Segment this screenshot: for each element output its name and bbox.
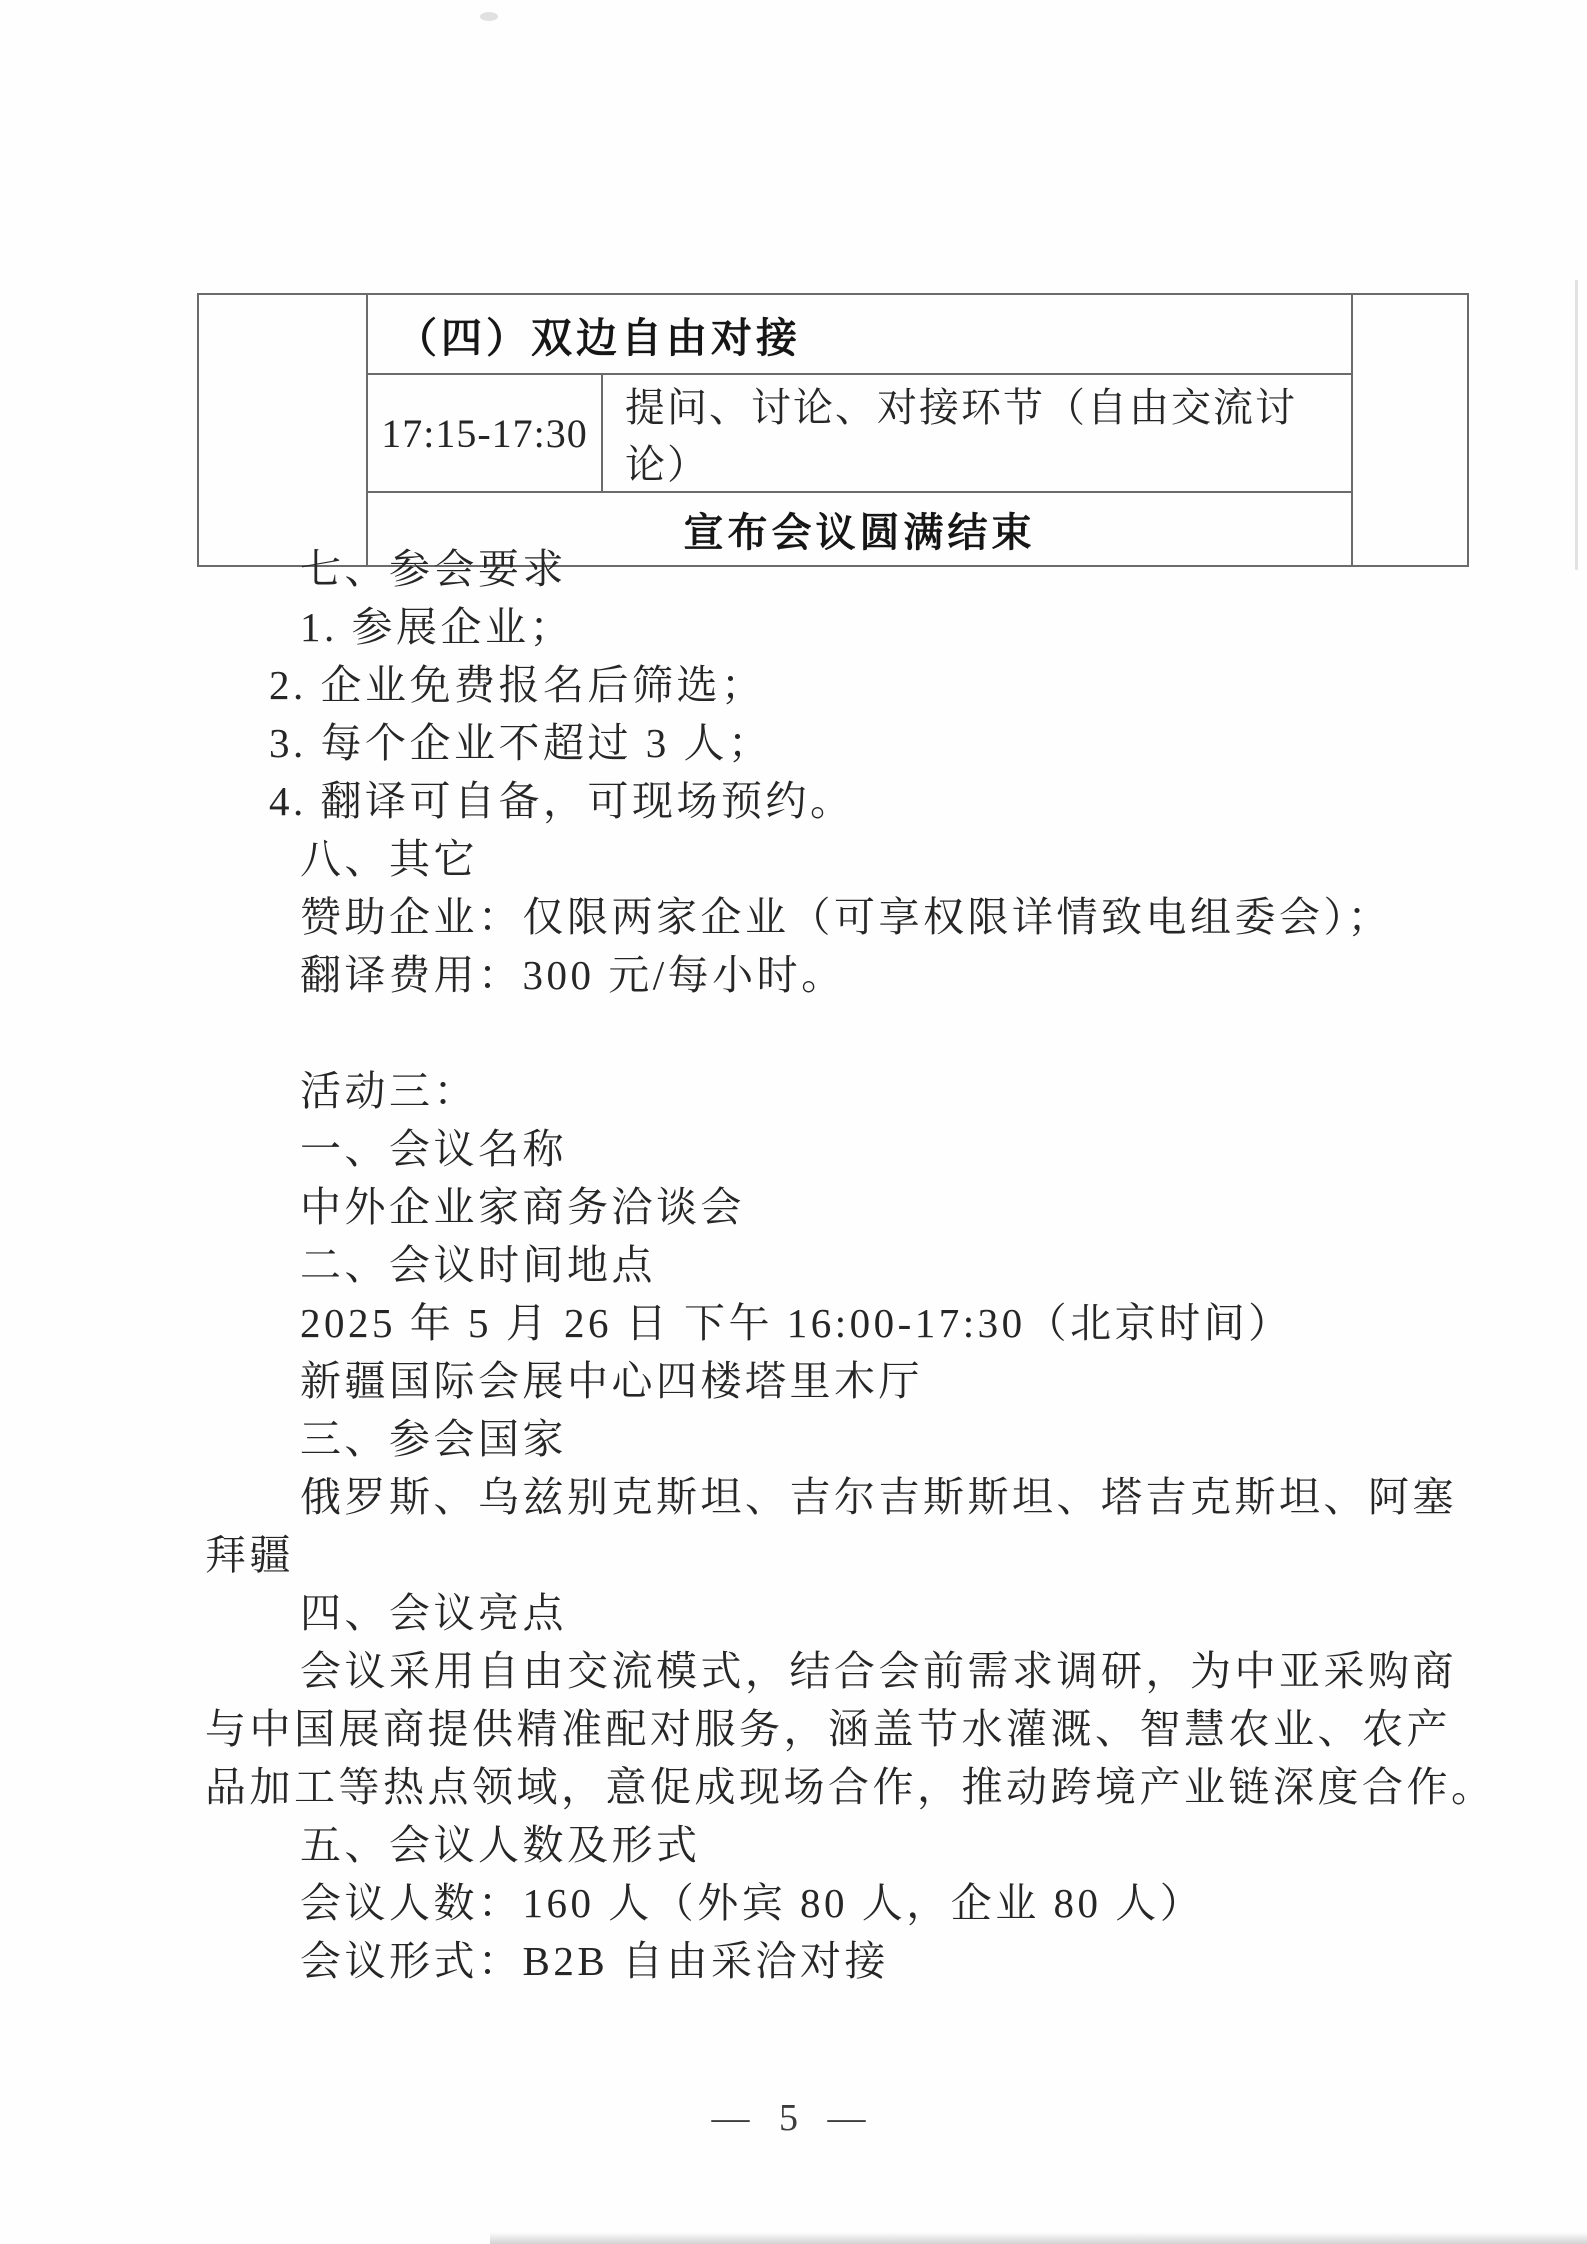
heading-attendance: 五、会议人数及形式: [300, 1822, 701, 1868]
activity-3-label: 活动三：: [300, 1068, 478, 1114]
requirement-item-4: 4. 翻译可自备，可现场预约。: [269, 778, 855, 824]
table-activity-cell: 提问、讨论、对接环节（自由交流讨论）: [602, 374, 1352, 492]
highlights-line-3: 品加工等热点领域，意促成现场合作，推动跨境产业链深度合作。: [205, 1764, 1496, 1810]
requirement-item-1: 1. 参展企业；: [300, 604, 574, 650]
highlights-line-1: 会议采用自由交流模式，结合会前需求调研，为中亚采购商: [300, 1648, 1457, 1694]
translation-fee-note: 翻译费用：300 元/每小时。: [300, 952, 846, 998]
table-empty-left-cell: [198, 294, 367, 566]
table-section-header: （四）双边自由对接: [367, 294, 1352, 374]
requirement-item-3: 3. 每个企业不超过 3 人；: [269, 720, 773, 766]
scan-artifact-dot: [480, 12, 498, 21]
countries-line-1: 俄罗斯、乌兹别克斯坦、吉尔吉斯斯坦、塔吉克斯坦、阿塞: [300, 1474, 1457, 1520]
document-body: [205, 540, 1496, 1990]
heading-highlights: 四、会议亮点: [300, 1590, 567, 1636]
table-time-cell: 17:15-17:30: [367, 374, 602, 492]
requirement-item-2: 2. 企业免费报名后筛选；: [269, 662, 766, 708]
heading-countries: 三、参会国家: [300, 1416, 567, 1462]
heading-participation-requirements: 七、参会要求: [300, 546, 567, 592]
table-closing-cell: 宣布会议圆满结束: [367, 492, 1352, 566]
schedule-table: [197, 293, 1469, 567]
countries-line-2: 拜疆: [205, 1532, 294, 1578]
heading-meeting-name: 一、会议名称: [300, 1126, 567, 1172]
highlights-line-2: 与中国展商提供精准配对服务，涵盖节水灌溉、智慧农业、农产: [205, 1706, 1451, 1752]
blank-line: [205, 1004, 1450, 1062]
meeting-place: 新疆国际会展中心四楼塔里木厅: [300, 1358, 923, 1404]
attendance-count: 会议人数：160 人（外宾 80 人，企业 80 人）: [300, 1880, 1205, 1926]
heading-others: 八、其它: [300, 836, 478, 882]
meeting-format: 会议形式：B2B 自由采洽对接: [300, 1938, 889, 1984]
meeting-time: 2025 年 5 月 26 日 下午 16:00-17:30（北京时间）: [300, 1300, 1293, 1346]
meeting-name: 中外企业家商务洽谈会: [300, 1184, 745, 1230]
page-number: — 5 —: [711, 2097, 876, 2139]
sponsor-note: 赞助企业：仅限两家企业（可享权限详情致电组委会）；: [300, 894, 1392, 940]
table-empty-right-cell: [1352, 294, 1468, 566]
scan-artifact-bottom-edge: [490, 2232, 1587, 2244]
scan-artifact-right-edge: [1575, 280, 1578, 570]
heading-time-place: 二、会议时间地点: [300, 1242, 656, 1288]
